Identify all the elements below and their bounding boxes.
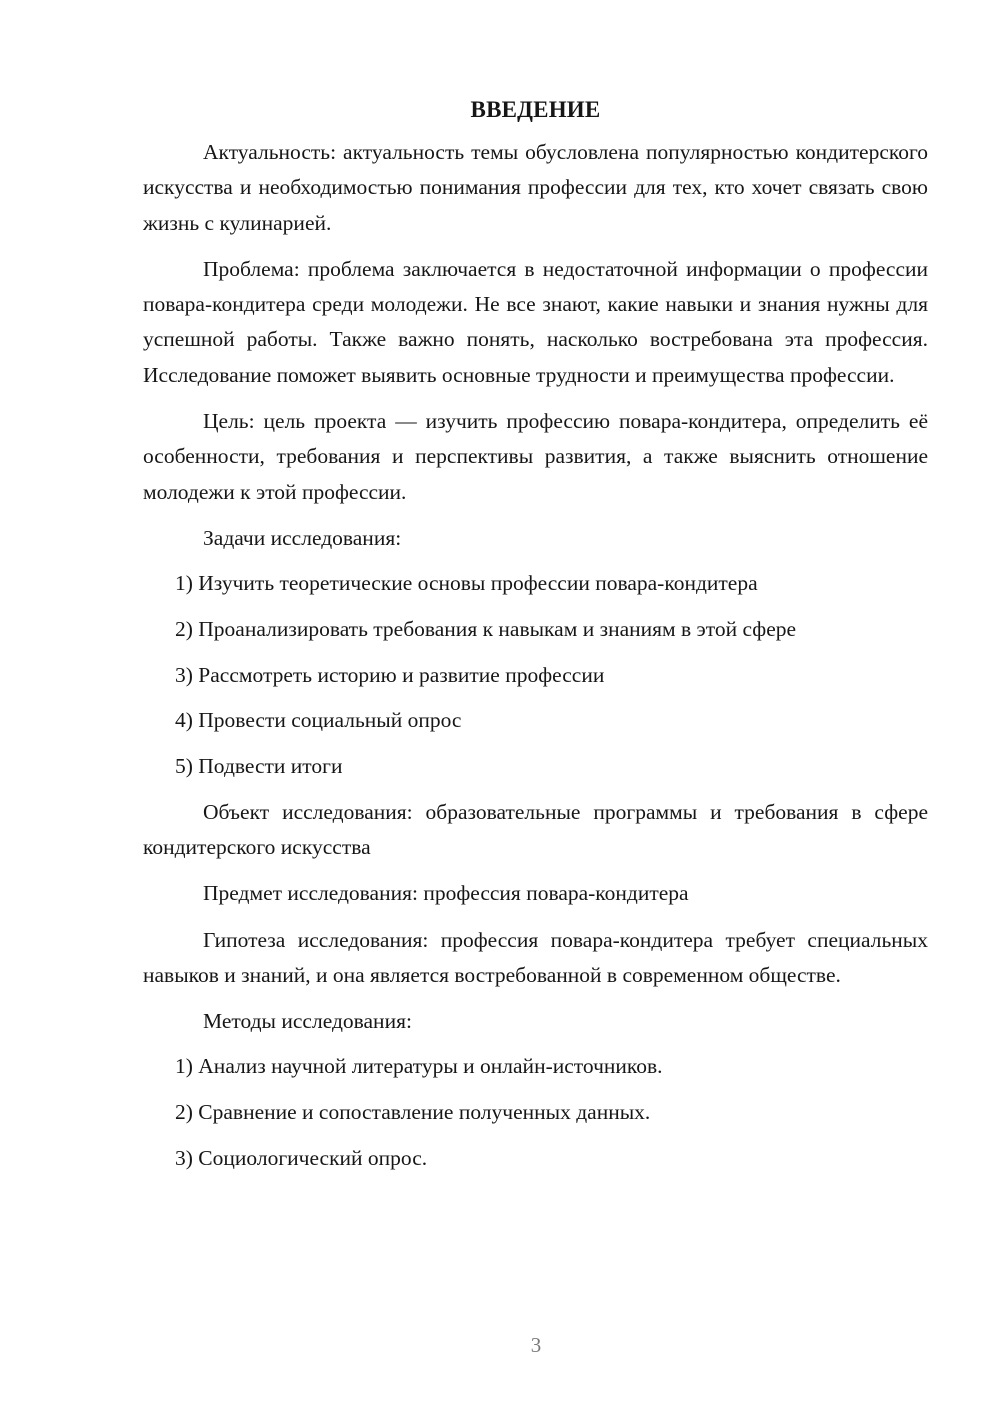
page-content bbox=[143, 93, 928, 1187]
tasks-heading: Задачи исследования: bbox=[203, 525, 402, 550]
methods-list bbox=[143, 1049, 928, 1176]
list-item: 2) Сравнение и сопоставление полученных данных. bbox=[175, 1100, 651, 1125]
list-item: 3) Рассмотреть историю и развитие профессии bbox=[175, 662, 605, 687]
page-number: 3 bbox=[530, 1333, 542, 1357]
methods-heading: Методы исследования: bbox=[203, 1009, 412, 1034]
page-title: ВВЕДЕНИЕ bbox=[470, 97, 601, 122]
goal-paragraph: Цель: цель проекта — изучить профессию повара-кондитера, определить её особенности, требования и перспективы развития, а также выяснить отношение молодежи к этой профессии. bbox=[143, 409, 928, 504]
subject-paragraph: Предмет исследования: профессия повара-кондитера bbox=[203, 881, 689, 906]
list-item: 5) Подвести итоги bbox=[175, 754, 343, 779]
tasks-list bbox=[143, 566, 928, 784]
list-item: 2) Проанализировать требования к навыкам и знаниям в этой сфере bbox=[175, 616, 797, 641]
problem-paragraph: Проблема: проблема заключается в недостаточной информации о профессии повара-кондитера среди молодежи. Не все знают, какие навыки и знания нужны для успешной работы. Также важно понять, насколько востребована эта профессия. Исследование поможет выявить основные трудности и преимущества профессии. bbox=[143, 256, 928, 387]
relevance-paragraph: Актуальность: актуальность темы обусловлена популярностью кондитерского искусства и необходимостью понимания профессии для тех, кто хочет связать свою жизнь с кулинарией. bbox=[143, 140, 928, 235]
list-item: 3) Социологический опрос. bbox=[175, 1145, 428, 1170]
hypothesis-paragraph: Гипотеза исследования: профессия повара-кондитера требует специальных навыков и знаний, и она является востребованной в современном обществе. bbox=[143, 927, 928, 987]
list-item: 1) Изучить теоретические основы профессии повара-кондитера bbox=[175, 571, 758, 596]
list-item: 4) Провести социальный опрос bbox=[175, 708, 462, 733]
list-item: 1) Анализ научной литературы и онлайн-источников. bbox=[175, 1054, 663, 1079]
object-paragraph: Объект исследования: образовательные программы и требования в сфере кондитерского искусства bbox=[143, 799, 928, 859]
